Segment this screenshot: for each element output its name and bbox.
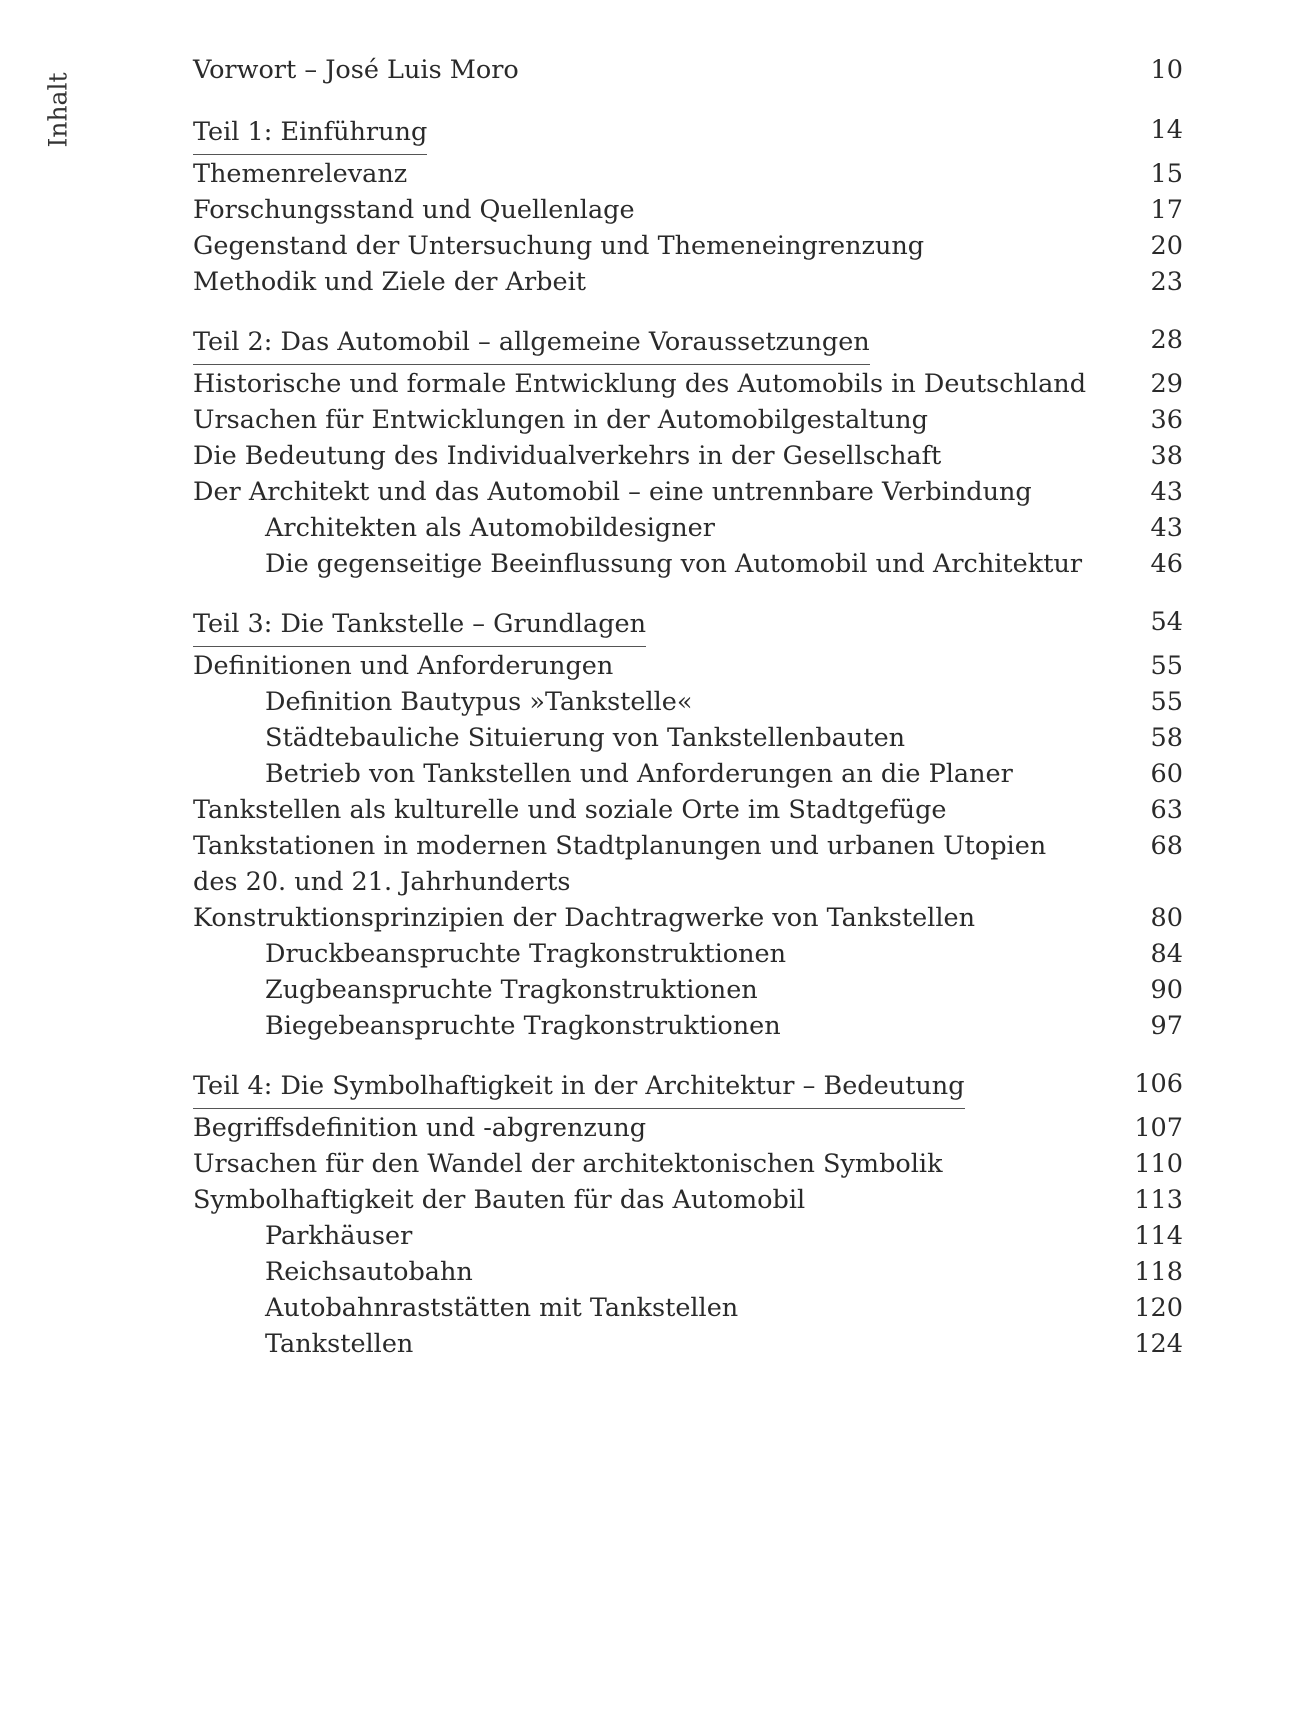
toc-entry[interactable] xyxy=(193,1182,1183,1218)
toc-part-4 xyxy=(193,1066,1183,1362)
toc-part-heading[interactable] xyxy=(193,322,1183,366)
toc-entry-page: 20 xyxy=(1150,231,1183,261)
toc-part-title: Teil 2: Das Automobil – allgemeine Voraussetzungen xyxy=(193,322,870,365)
toc-entry-page: 43 xyxy=(1150,513,1183,543)
toc-entry-page: 29 xyxy=(1150,369,1183,399)
toc-entry-title: Definitionen und Anforderungen xyxy=(193,651,614,681)
toc-subentry[interactable] xyxy=(193,1326,1183,1362)
toc-part-2 xyxy=(193,322,1183,582)
toc-part-page: 28 xyxy=(1150,325,1183,355)
toc-part-heading[interactable] xyxy=(193,604,1183,648)
toc-entry-page: 124 xyxy=(1134,1329,1183,1359)
toc-entry-page: 97 xyxy=(1150,1011,1183,1041)
toc-part-page: 14 xyxy=(1150,115,1183,145)
toc-subentry[interactable] xyxy=(193,972,1183,1008)
toc-entry-title: Tankstationen in modernen Stadtplanungen und urbanen Utopien xyxy=(193,831,1047,861)
toc-entry-page: 17 xyxy=(1150,195,1183,225)
toc-entry-title: Biegebeanspruchte Tragkonstruktionen xyxy=(265,1011,781,1041)
toc-entry[interactable] xyxy=(193,402,1183,438)
toc-entry-title: Zugbeanspruchte Tragkonstruktionen xyxy=(265,975,758,1005)
toc-entry-page: 10 xyxy=(1150,55,1183,85)
toc-entry-title: Die gegenseitige Beeinflussung von Automobil und Architektur xyxy=(265,549,1083,579)
toc-subentry[interactable] xyxy=(193,510,1183,546)
toc-entry[interactable] xyxy=(193,792,1183,828)
toc-entry-title: Tankstellen xyxy=(265,1329,414,1359)
toc-subentry[interactable] xyxy=(193,1008,1183,1044)
toc-entry-title: Druckbeanspruchte Tragkonstruktionen xyxy=(265,939,787,969)
toc-entry-title: Parkhäuser xyxy=(265,1221,413,1251)
toc-entry-title: Methodik und Ziele der Arbeit xyxy=(193,267,586,297)
toc-entry[interactable] xyxy=(193,474,1183,510)
toc-entry-page: 110 xyxy=(1134,1149,1183,1179)
toc-part-page: 54 xyxy=(1150,607,1183,637)
toc-subentry[interactable] xyxy=(193,1290,1183,1326)
toc-subentry[interactable] xyxy=(193,1218,1183,1254)
toc-entry-page: 55 xyxy=(1150,651,1183,681)
toc-entry-page: 43 xyxy=(1150,477,1183,507)
toc-entry-title: Ursachen für den Wandel der architektonischen Symbolik xyxy=(193,1149,943,1179)
toc-subentry[interactable] xyxy=(193,756,1183,792)
toc-entry-title: Tankstellen als kulturelle und soziale Orte im Stadtgefüge xyxy=(193,795,947,825)
toc-part-1 xyxy=(193,112,1183,300)
table-of-contents xyxy=(193,52,1183,1362)
toc-part-page: 106 xyxy=(1134,1069,1183,1099)
toc-entry-title: Themenrelevanz xyxy=(193,159,408,189)
toc-entry[interactable] xyxy=(193,1146,1183,1182)
toc-entry-title: Der Architekt und das Automobil – eine untrennbare Verbindung xyxy=(193,477,1032,507)
toc-entry-title: Forschungsstand und Quellenlage xyxy=(193,195,635,225)
toc-entry-title: Die Bedeutung des Individualverkehrs in der Gesellschaft xyxy=(193,441,942,471)
toc-entry[interactable] xyxy=(193,648,1183,684)
toc-entry-foreword[interactable] xyxy=(193,52,1183,90)
toc-subentry[interactable] xyxy=(193,546,1183,582)
toc-entry[interactable] xyxy=(193,1110,1183,1146)
toc-entry-title: Gegenstand der Untersuchung und Themeneingrenzung xyxy=(193,231,925,261)
toc-entry-title: Architekten als Automobildesigner xyxy=(265,513,715,543)
toc-part-3 xyxy=(193,604,1183,1044)
toc-entry-title: Betrieb von Tankstellen und Anforderungen an die Planer xyxy=(265,759,1013,789)
toc-entry-title: Reichsautobahn xyxy=(265,1257,473,1287)
toc-entry-page: 36 xyxy=(1150,405,1183,435)
toc-entry-title: Vorwort – José Luis Moro xyxy=(193,55,519,85)
toc-subentry[interactable] xyxy=(193,720,1183,756)
toc-entry-title: Historische und formale Entwicklung des Automobils in Deutschland xyxy=(193,369,1087,399)
toc-subentry[interactable] xyxy=(193,684,1183,720)
toc-entry-page: 90 xyxy=(1150,975,1183,1005)
toc-part-title: Teil 3: Die Tankstelle – Grundlagen xyxy=(193,604,646,647)
toc-entry[interactable] xyxy=(193,156,1183,192)
side-label-text: Inhalt xyxy=(43,72,73,148)
toc-entry-title: Autobahnraststätten mit Tankstellen xyxy=(265,1293,739,1323)
toc-entry-page: 107 xyxy=(1134,1113,1183,1143)
toc-part-title: Teil 1: Einführung xyxy=(193,112,427,155)
toc-entry[interactable] xyxy=(193,438,1183,474)
toc-entry-page: 114 xyxy=(1134,1221,1183,1251)
toc-entry-page: 84 xyxy=(1150,939,1183,969)
toc-entry-title: des 20. und 21. Jahrhunderts xyxy=(193,867,571,897)
toc-entry-title: Städtebauliche Situierung von Tankstellenbauten xyxy=(265,723,906,753)
toc-entry[interactable] xyxy=(193,828,1183,864)
toc-entry-page: 15 xyxy=(1150,159,1183,189)
toc-entry-page: 63 xyxy=(1150,795,1183,825)
toc-entry[interactable] xyxy=(193,366,1183,402)
toc-entry-page: 68 xyxy=(1150,831,1183,861)
toc-entry-page: 120 xyxy=(1134,1293,1183,1323)
toc-entry-title: Konstruktionsprinzipien der Dachtragwerke von Tankstellen xyxy=(193,903,976,933)
toc-entry-page: 55 xyxy=(1150,687,1183,717)
toc-entry[interactable] xyxy=(193,192,1183,228)
toc-part-heading[interactable] xyxy=(193,112,1183,156)
toc-entry-title: Definition Bautypus »Tankstelle« xyxy=(265,687,693,717)
toc-entry-page: 80 xyxy=(1150,903,1183,933)
toc-entry[interactable] xyxy=(193,228,1183,264)
toc-entry-page: 23 xyxy=(1150,267,1183,297)
toc-entry-page: 60 xyxy=(1150,759,1183,789)
toc-entry-page: 118 xyxy=(1134,1257,1183,1287)
toc-entry[interactable] xyxy=(193,900,1183,936)
toc-entry-page: 46 xyxy=(1150,549,1183,579)
toc-entry[interactable] xyxy=(193,264,1183,300)
toc-subentry[interactable] xyxy=(193,936,1183,972)
toc-part-title: Teil 4: Die Symbolhaftigkeit in der Architektur – Bedeutung xyxy=(193,1066,965,1109)
toc-entry-page: 113 xyxy=(1134,1185,1183,1215)
toc-part-heading[interactable] xyxy=(193,1066,1183,1110)
toc-entry-continuation[interactable] xyxy=(193,864,1183,900)
toc-entry-page: 58 xyxy=(1150,723,1183,753)
side-label xyxy=(38,60,78,160)
toc-entry-title: Symbolhaftigkeit der Bauten für das Automobil xyxy=(193,1185,806,1215)
toc-entry-title: Ursachen für Entwicklungen in der Automobilgestaltung xyxy=(193,405,928,435)
toc-subentry[interactable] xyxy=(193,1254,1183,1290)
toc-entry-title: Begriffsdefinition und -abgrenzung xyxy=(193,1113,647,1143)
toc-entry-page: 38 xyxy=(1150,441,1183,471)
